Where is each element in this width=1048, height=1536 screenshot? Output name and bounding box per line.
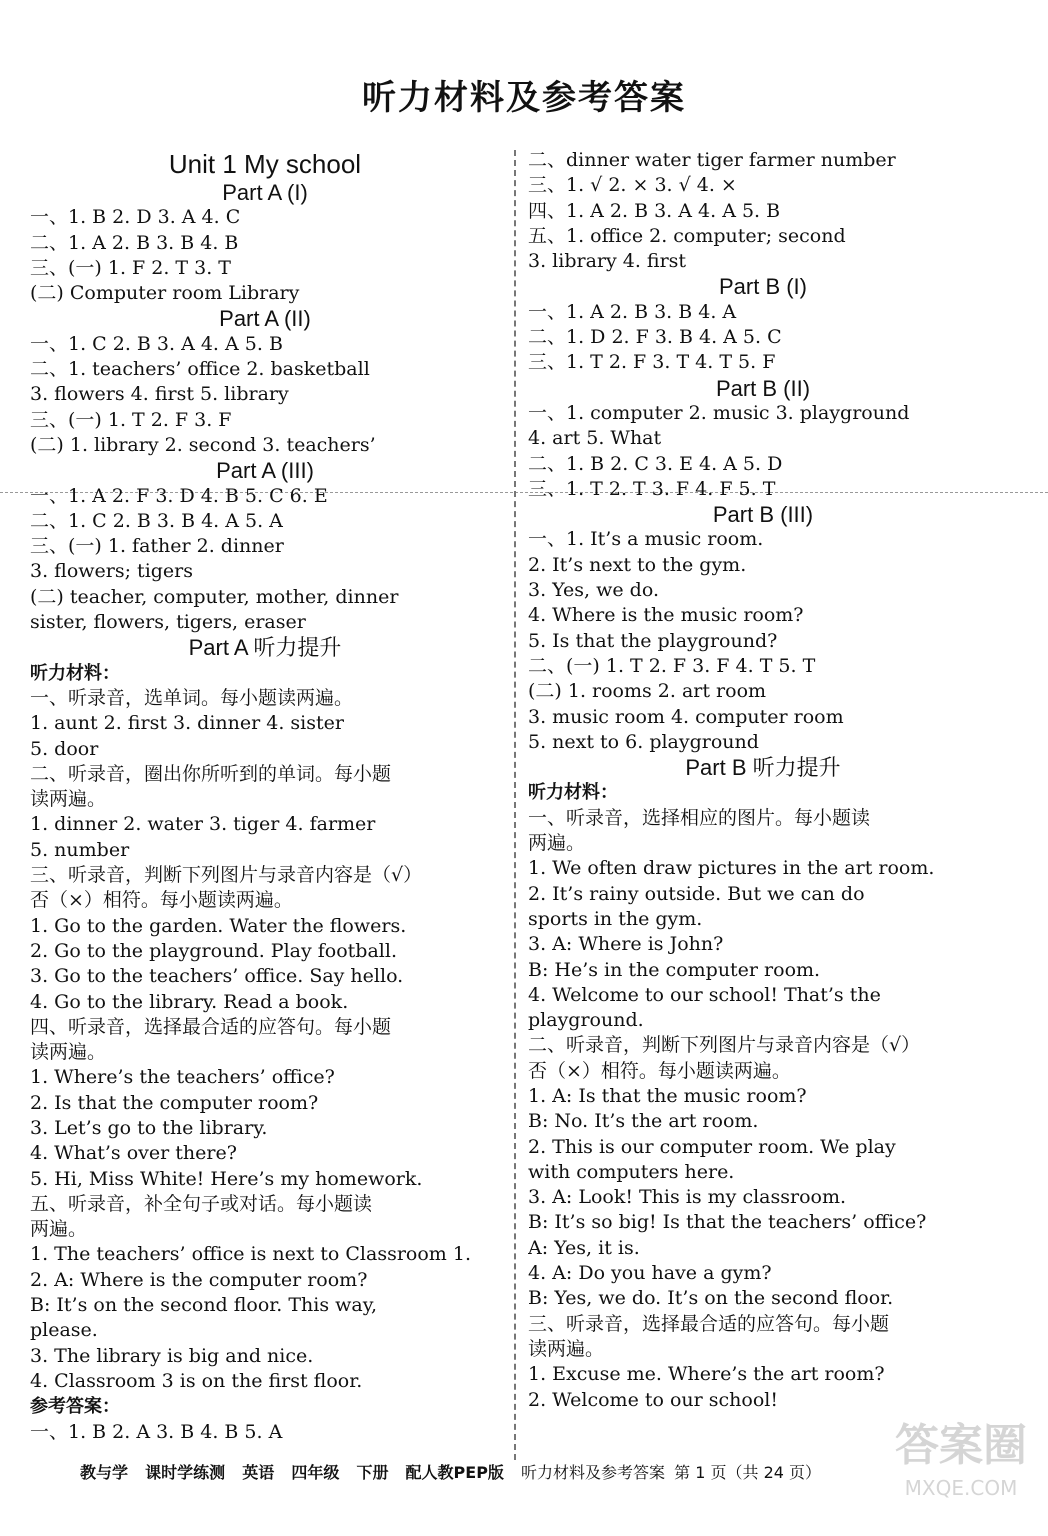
left-column xyxy=(30,148,500,1445)
text-line: 读两遍。 xyxy=(30,1041,107,1064)
text-line: 4. art 5. What xyxy=(528,427,662,450)
text-line: 5. door xyxy=(30,737,99,760)
text-line: 一、1. C 2. B 3. A 4. A 5. B xyxy=(30,332,283,355)
text-line: B: It’s so big! Is that the teachers’ office? xyxy=(528,1211,927,1234)
text-line: 1. We often draw pictures in the art room. xyxy=(528,857,935,880)
section-heading: Part B (II) xyxy=(715,375,811,401)
text-line: 一、1. B 2. D 3. A 4. C xyxy=(30,206,241,229)
text-line: sports in the gym. xyxy=(528,907,703,930)
text-line: A: Yes, it is. xyxy=(528,1236,640,1259)
text-line: 一、1. computer 2. music 3. playground xyxy=(528,401,910,424)
text-line: 二、1. C 2. B 3. B 4. A 5. A xyxy=(30,509,283,532)
section-heading: Part B 听力提升 xyxy=(685,755,841,781)
text-line: 1. Where’s the teachers’ office? xyxy=(30,1066,335,1089)
text-line: B: It’s on the second floor. This way, xyxy=(30,1294,378,1317)
text-line: 五、听录音，补全句子或对话。每小题读 xyxy=(30,1192,373,1215)
text-line: please. xyxy=(30,1319,98,1342)
subsection-label: 参考答案： xyxy=(30,1396,120,1418)
text-line: 二、1. D 2. F 3. B 4. A 5. C xyxy=(528,326,782,349)
text-line: 二、听录音，圈出你所听到的单词。每小题 xyxy=(30,762,392,785)
text-line: 三、听录音，判断下列图片与录音内容是（√） xyxy=(30,864,423,887)
text-line: 3. flowers 4. first 5. library xyxy=(30,383,289,406)
text-line: 三、听录音，选择最合适的应答句。每小题 xyxy=(528,1312,890,1335)
section-heading: Part B (I) xyxy=(718,274,807,300)
text-line: 一、1. A 2. B 3. B 4. A xyxy=(528,300,737,323)
text-line: playground. xyxy=(528,1009,644,1032)
section-heading: Part B (III) xyxy=(712,502,814,528)
text-line: B: No. It’s the art room. xyxy=(528,1110,759,1133)
text-line: 3. music room 4. computer room xyxy=(528,705,844,728)
text-line: 3. Yes, we do. xyxy=(528,579,659,602)
column-divider xyxy=(514,150,516,1460)
text-line: 4. Go to the library. Read a book. xyxy=(30,990,349,1013)
text-line: 四、1. A 2. B 3. A 4. A 5. B xyxy=(528,199,781,222)
text-line: 二、1. B 2. C 3. E 4. A 5. D xyxy=(528,452,783,475)
footer-edition: 配人教PEP版 xyxy=(405,1463,504,1482)
section-heading: Part A (III) xyxy=(216,458,314,484)
footer-brand: 教与学 xyxy=(80,1463,129,1482)
text-line: 两遍。 xyxy=(30,1218,88,1241)
section-heading: Part A 听力提升 xyxy=(188,635,342,661)
text-line: 读两遍。 xyxy=(528,1337,605,1360)
text-line: 1. The teachers’ office is next to Classroom 1. xyxy=(30,1243,471,1266)
text-line: 2. This is our computer room. We play xyxy=(528,1135,896,1158)
text-line: 一、1. B 2. A 3. B 4. B 5. A xyxy=(30,1420,283,1443)
text-line: 1. Go to the garden. Water the flowers. xyxy=(30,914,407,937)
footer-grade: 四年级 xyxy=(291,1463,340,1482)
footer-volume: 下册 xyxy=(356,1463,389,1482)
footer-series: 课时学练测 xyxy=(145,1463,226,1482)
text-line: 4. Welcome to our school! That’s the xyxy=(528,983,881,1006)
text-line: 3. Let’s go to the library. xyxy=(30,1116,268,1139)
text-line: 五、1. office 2. computer; second xyxy=(528,224,846,247)
text-line: 5. Hi, Miss White! Here’s my homework. xyxy=(30,1167,423,1190)
text-line: 2. It’s rainy outside. But we can do xyxy=(528,882,865,905)
text-line: 1. Excuse me. Where’s the art room? xyxy=(528,1363,885,1386)
watermark-logo: 答案圈 xyxy=(895,1420,1027,1471)
text-line: 3. A: Look! This is my classroom. xyxy=(528,1186,847,1209)
text-line: 3. A: Where is John? xyxy=(528,933,724,956)
text-line: 5. number xyxy=(30,838,130,861)
text-line: 2. Welcome to our school! xyxy=(528,1388,778,1411)
text-line: 5. next to 6. playground xyxy=(528,730,759,753)
watermark xyxy=(886,1416,1036,1526)
text-line: 4. Classroom 3 is on the first floor. xyxy=(30,1369,363,1392)
subsection-label: 听力材料： xyxy=(528,782,618,804)
text-line: 5. Is that the playground? xyxy=(528,629,778,652)
text-line: 3. library 4. first xyxy=(528,250,687,273)
text-line: 二、听录音，判断下列图片与录音内容是（√） xyxy=(528,1034,921,1057)
text-line: B: Yes, we do. It’s on the second floor. xyxy=(528,1287,894,1310)
subsection-label: 听力材料： xyxy=(30,662,120,684)
text-line: 4. What’s over there? xyxy=(30,1142,237,1165)
text-line: 1. dinner 2. water 3. tiger 4. farmer xyxy=(30,813,376,836)
text-line: 四、听录音，选择最合适的应答句。每小题 xyxy=(30,1015,392,1038)
text-line: 二、dinner water tiger farmer number xyxy=(528,149,896,171)
text-line: 否（×）相符。每小题读两遍。 xyxy=(30,889,293,912)
text-line: 三、1. √ 2. × 3. √ 4. × xyxy=(528,174,737,197)
text-line: 三、(一) 1. T 2. F 3. F xyxy=(30,408,232,431)
text-line: (二) Computer room Library xyxy=(30,282,300,305)
text-line: (二) 1. rooms 2. art room xyxy=(528,680,767,703)
footer-section: 听力材料及参考答案 xyxy=(521,1463,666,1482)
page-footer xyxy=(80,1458,825,1488)
text-line: 三、(一) 1. F 2. T 3. T xyxy=(30,256,231,279)
text-line: 读两遍。 xyxy=(30,788,107,811)
text-line: with computers here. xyxy=(528,1160,735,1183)
text-line: 否（×）相符。每小题读两遍。 xyxy=(528,1059,791,1082)
footer-subject: 英语 xyxy=(242,1463,275,1482)
text-line: 三、(一) 1. father 2. dinner xyxy=(30,535,284,558)
text-line: 三、1. T 2. T 3. F 4. F 5. T xyxy=(528,477,776,500)
footer-page-number: 第 1 页（共 24 页） xyxy=(674,1463,822,1482)
section-heading: Part A (I) xyxy=(222,180,308,205)
text-line: 两遍。 xyxy=(528,832,586,855)
text-line: 3. flowers; tigers xyxy=(30,560,194,583)
text-line: (二) 1. library 2. second 3. teachers’ xyxy=(30,433,376,456)
text-line: 二、1. A 2. B 3. B 4. B xyxy=(30,231,239,254)
text-line: 2. Is that the computer room? xyxy=(30,1091,319,1114)
text-line: (二) teacher, computer, mother, dinner xyxy=(30,585,399,608)
text-line: 2. Go to the playground. Play football. xyxy=(30,939,397,962)
text-line: 一、1. It’s a music room. xyxy=(528,528,764,551)
text-line: 一、听录音，选单词。每小题读两遍。 xyxy=(30,686,354,709)
text-line: B: He’s in the computer room. xyxy=(528,958,821,981)
text-line: 1. A: Is that the music room? xyxy=(528,1084,807,1107)
page-title: 听力材料及参考答案 xyxy=(362,78,686,118)
text-line: 4. Where is the music room? xyxy=(528,604,804,627)
text-line: 二、1. teachers’ office 2. basketball xyxy=(30,358,370,381)
text-line: 2. It’s next to the gym. xyxy=(528,553,747,576)
section-heading: Unit 1 My school xyxy=(168,149,362,179)
text-line: 3. Go to the teachers’ office. Say hello. xyxy=(30,965,404,988)
text-line: 二、(一) 1. T 2. F 3. F 4. T 5. T xyxy=(528,654,816,677)
text-line: 三、1. T 2. F 3. T 4. T 5. F xyxy=(528,351,776,374)
text-line: 一、1. A 2. F 3. D 4. B 5. C 6. E xyxy=(30,484,328,507)
watermark-url: MXQE.COM xyxy=(904,1476,1018,1500)
text-line: 1. aunt 2. first 3. dinner 4. sister xyxy=(30,712,344,735)
text-line: 3. The library is big and nice. xyxy=(30,1344,314,1367)
text-line: 2. A: Where is the computer room? xyxy=(30,1268,368,1291)
text-line: sister, flowers, tigers, eraser xyxy=(30,611,306,634)
right-column xyxy=(528,148,998,1413)
text-line: 一、听录音，选择相应的图片。每小题读 xyxy=(528,806,871,829)
text-line: 4. A: Do you have a gym? xyxy=(528,1262,772,1285)
section-heading: Part A (II) xyxy=(219,306,311,332)
